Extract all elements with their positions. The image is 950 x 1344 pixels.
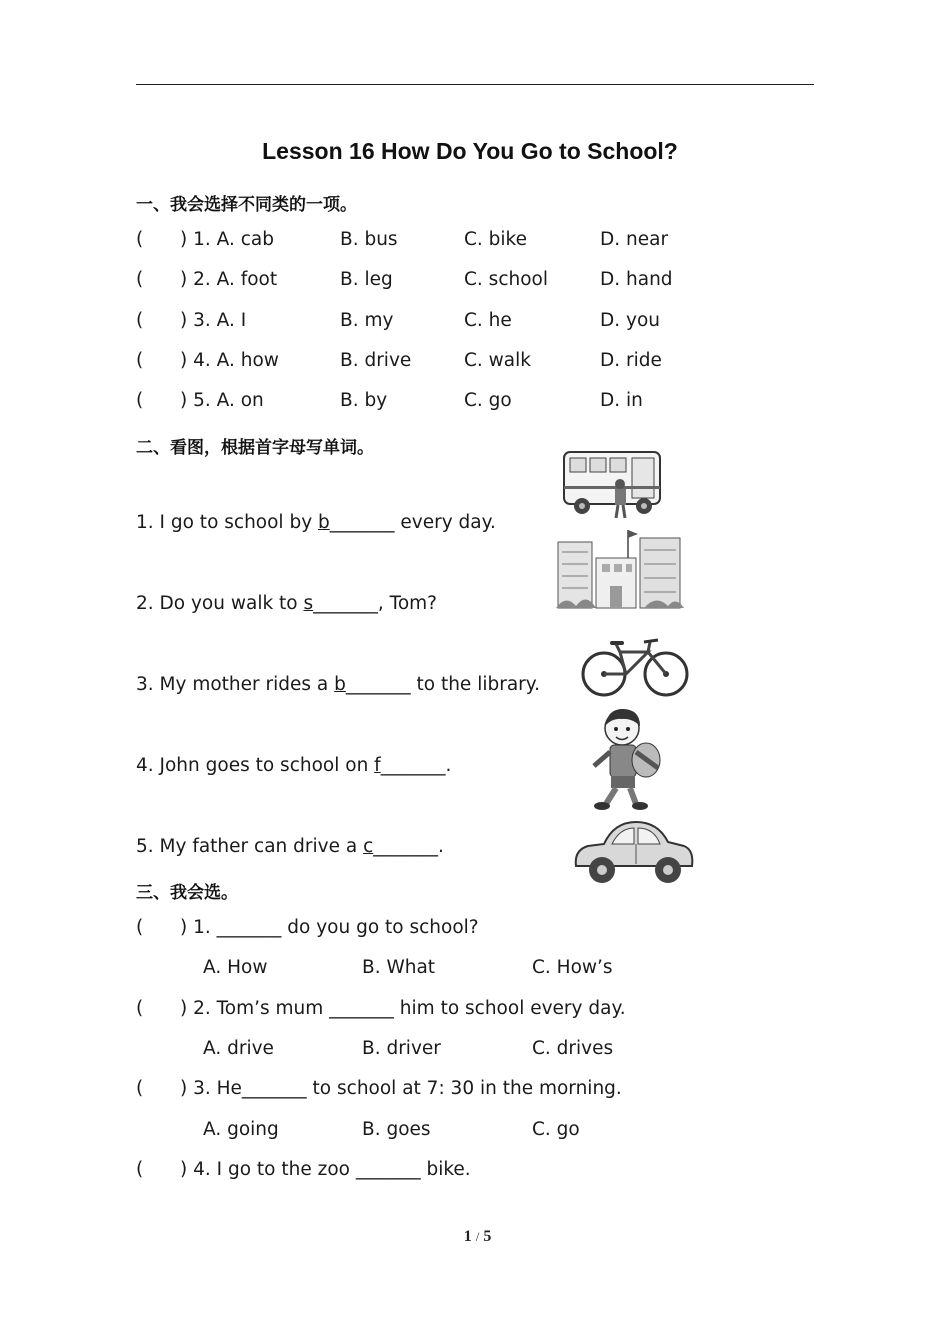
option-a: A. drive bbox=[203, 1038, 274, 1059]
question-stem: ) 3. A. I bbox=[180, 310, 247, 331]
blank[interactable]: c bbox=[363, 836, 374, 857]
answer-paren[interactable]: ( bbox=[136, 998, 144, 1019]
boy-walking-picture bbox=[584, 704, 680, 814]
blank-line[interactable]: _______ bbox=[313, 593, 378, 614]
s1-question-5 bbox=[136, 390, 836, 416]
blank-line[interactable]: _______ bbox=[373, 836, 438, 857]
answer-paren[interactable]: ( bbox=[136, 1159, 144, 1180]
question-stem: ) 5. A. on bbox=[180, 390, 264, 411]
option-c: C. bike bbox=[464, 229, 527, 250]
blank-line[interactable]: _______ bbox=[329, 512, 395, 533]
blank[interactable]: b bbox=[318, 512, 330, 533]
option-c: C. walk bbox=[464, 350, 531, 371]
page-title: Lesson 16 How Do You Go to School? bbox=[262, 138, 678, 164]
question-stem: ) 2. A. foot bbox=[180, 269, 278, 290]
blank-line[interactable]: _______ bbox=[380, 755, 446, 776]
option-d: D. near bbox=[600, 229, 669, 250]
section3-heading: 三、我会选。 bbox=[136, 883, 238, 903]
header-rule bbox=[136, 84, 814, 85]
answer-paren[interactable]: ( bbox=[136, 269, 144, 290]
answer-paren[interactable]: ( bbox=[136, 1078, 144, 1099]
question-stem: ) 2. Tom’s mum _______ him to school every day. bbox=[180, 998, 626, 1019]
s2-sentence-5: 5. My father can drive a c_______. bbox=[136, 836, 444, 857]
page-number: 1 / 5 bbox=[463, 1228, 492, 1245]
blank-line[interactable]: _______ bbox=[345, 674, 411, 695]
car-picture bbox=[570, 814, 696, 888]
option-b: B. What bbox=[362, 957, 436, 978]
section2-heading: 二、看图，根据首字母写单词。 bbox=[136, 438, 374, 458]
option-c: C. school bbox=[464, 269, 548, 290]
answer-paren[interactable]: ( bbox=[136, 229, 144, 250]
option-d: D. ride bbox=[600, 350, 662, 371]
s1-question-4 bbox=[136, 350, 836, 376]
option-b: B. driver bbox=[362, 1038, 441, 1059]
option-b: B. leg bbox=[340, 269, 393, 290]
option-d: D. in bbox=[600, 390, 643, 411]
option-b: B. my bbox=[340, 310, 394, 331]
question-stem: ) 1. A. cab bbox=[180, 229, 274, 250]
option-a: A. How bbox=[203, 957, 268, 978]
s1-question-1 bbox=[136, 229, 836, 255]
option-c: C. go bbox=[532, 1119, 580, 1140]
bike-picture bbox=[580, 636, 690, 698]
bus-picture bbox=[558, 448, 668, 522]
blank[interactable]: b bbox=[334, 674, 346, 695]
option-c: C. go bbox=[464, 390, 512, 411]
s3-question-2 bbox=[136, 998, 836, 1024]
question-stem: ) 4. I go to the zoo _______ bike. bbox=[180, 1159, 471, 1180]
answer-paren[interactable]: ( bbox=[136, 917, 144, 938]
blank[interactable]: s bbox=[303, 593, 314, 614]
option-c: C. he bbox=[464, 310, 512, 331]
answer-paren[interactable]: ( bbox=[136, 350, 144, 371]
s3-question-1 bbox=[136, 917, 836, 943]
s2-sentence-2: 2. Do you walk to s_______, Tom? bbox=[136, 593, 437, 614]
s2-sentence-1: 1. I go to school by b_______ every day. bbox=[136, 512, 496, 533]
option-d: D. you bbox=[600, 310, 660, 331]
s2-sentence-4: 4. John goes to school on f_______. bbox=[136, 755, 452, 776]
option-c: C. drives bbox=[532, 1038, 614, 1059]
s1-question-3 bbox=[136, 310, 836, 336]
answer-paren[interactable]: ( bbox=[136, 390, 144, 411]
question-stem: ) 3. He_______ to school at 7: 30 in the morning. bbox=[180, 1078, 622, 1099]
option-b: B. bus bbox=[340, 229, 398, 250]
section1-heading: 一、我会选择不同类的一项。 bbox=[136, 195, 357, 215]
answer-paren[interactable]: ( bbox=[136, 310, 144, 331]
option-a: A. going bbox=[203, 1119, 279, 1140]
school-picture bbox=[556, 528, 684, 612]
question-stem: ) 4. A. how bbox=[180, 350, 279, 371]
s3-question-4 bbox=[136, 1159, 836, 1185]
option-b: B. by bbox=[340, 390, 388, 411]
s3-question-3 bbox=[136, 1078, 836, 1104]
option-b: B. goes bbox=[362, 1119, 431, 1140]
option-d: D. hand bbox=[600, 269, 673, 290]
s1-question-2 bbox=[136, 269, 836, 295]
option-c: C. How’s bbox=[532, 957, 613, 978]
question-stem: ) 1. _______ do you go to school? bbox=[180, 917, 479, 938]
s2-sentence-3: 3. My mother rides a b_______ to the library. bbox=[136, 674, 540, 695]
blank[interactable]: f bbox=[374, 755, 381, 776]
option-b: B. drive bbox=[340, 350, 412, 371]
